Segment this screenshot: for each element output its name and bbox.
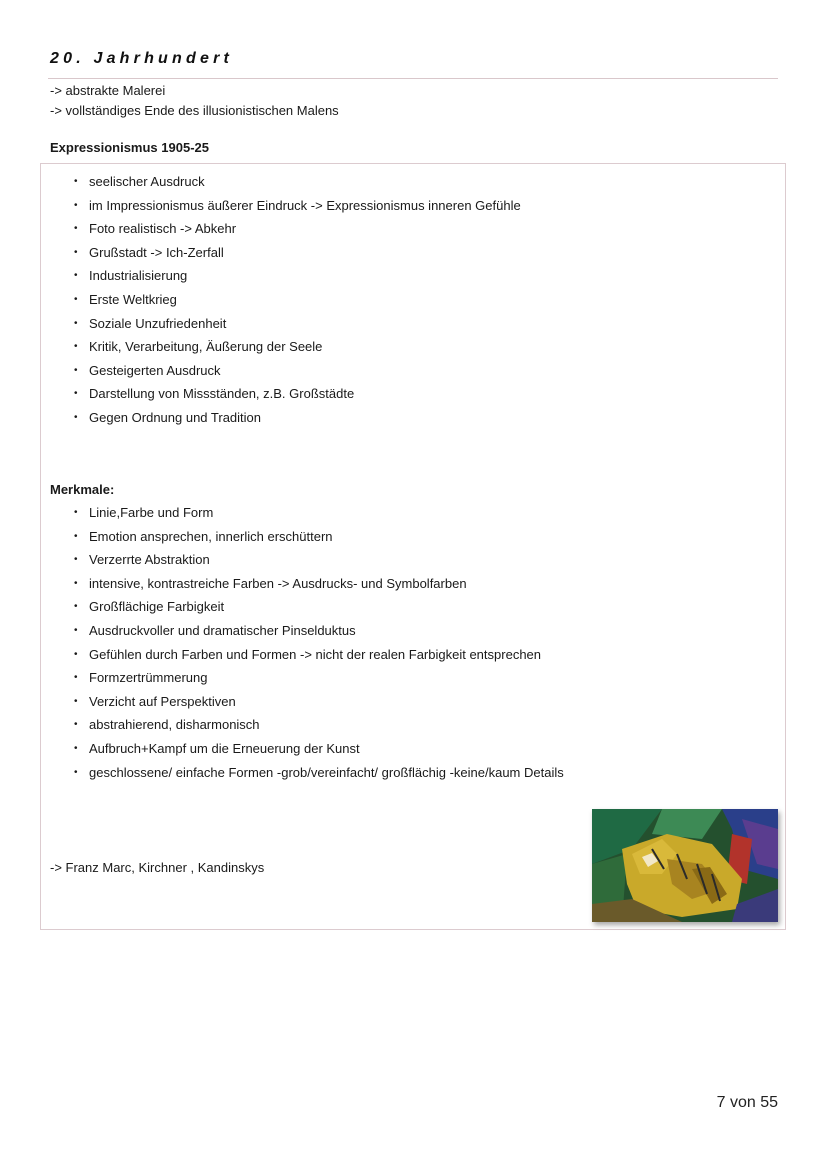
bullet-icon: • xyxy=(74,554,78,566)
bullet-icon: • xyxy=(74,624,78,636)
list-item-text: Gegen Ordnung und Tradition xyxy=(89,409,262,425)
page-title: 20. Jahrhundert xyxy=(50,50,234,67)
bullet-icon: • xyxy=(74,648,78,660)
merkmale-bullet-list xyxy=(74,501,564,784)
expressionismus-bullet-list xyxy=(74,170,521,430)
list-item xyxy=(74,666,564,690)
list-item-text: Erste Weltkrieg xyxy=(89,291,177,307)
bullet-icon: • xyxy=(74,672,78,684)
bullet-icon: • xyxy=(74,270,78,282)
list-item-text: im Impressionismus äußerer Eindruck -> Expressionismus inneren Gefühle xyxy=(89,197,521,213)
list-item xyxy=(74,525,564,549)
bullet-icon: • xyxy=(74,388,78,400)
list-item-text: Verzerrte Abstraktion xyxy=(89,552,210,568)
bullet-icon: • xyxy=(74,199,78,211)
bullet-icon: • xyxy=(74,742,78,754)
list-item-text: Gesteigerten Ausdruck xyxy=(89,362,221,378)
list-item xyxy=(74,217,521,241)
bullet-icon: • xyxy=(74,176,78,187)
list-item-text: seelischer Ausdruck xyxy=(89,174,205,189)
list-item xyxy=(74,264,521,288)
title-divider xyxy=(48,78,778,79)
list-item-text: Aufbruch+Kampf um die Erneuerung der Kunst xyxy=(89,740,360,756)
list-item-text: Linie,Farbe und Form xyxy=(89,505,214,520)
tiger-painting-svg xyxy=(592,809,778,922)
list-item-text: Industrialisierung xyxy=(89,268,188,284)
bullet-icon: • xyxy=(74,719,78,731)
bullet-icon: • xyxy=(74,341,78,353)
list-item xyxy=(74,713,564,737)
list-item xyxy=(74,643,564,667)
merkmale-heading: Merkmale: xyxy=(50,482,115,497)
bullet-icon: • xyxy=(74,317,78,329)
artists-line: -> Franz Marc, Kirchner , Kandinskys xyxy=(50,860,265,875)
bullet-icon: • xyxy=(74,293,78,305)
list-item xyxy=(74,359,521,383)
content-box xyxy=(40,163,786,930)
list-item-text: Soziale Unzufriedenheit xyxy=(89,315,227,331)
list-item xyxy=(74,194,521,218)
section-heading: Expressionismus 1905-25 xyxy=(50,140,209,155)
list-item xyxy=(74,382,521,406)
bullet-icon: • xyxy=(74,577,78,589)
list-item-text: Großflächige Farbigkeit xyxy=(89,599,225,615)
painting-image xyxy=(592,809,778,922)
list-item-text: Kritik, Verarbeitung, Äußerung der Seele xyxy=(89,339,323,355)
list-item xyxy=(74,619,564,643)
intro-lines xyxy=(50,81,339,121)
intro-line: -> vollständiges Ende des illusionistischen Malens xyxy=(50,103,339,118)
page-number: 7 von 55 xyxy=(716,1094,778,1111)
list-item xyxy=(74,501,564,525)
bullet-icon: • xyxy=(74,601,78,613)
list-item xyxy=(74,170,521,194)
bullet-icon: • xyxy=(74,223,78,235)
list-item xyxy=(74,312,521,336)
bullet-icon: • xyxy=(74,766,78,778)
list-item-text: intensive, kontrastreiche Farben -> Ausdrucks- und Symbolfarben xyxy=(89,575,467,591)
list-item-text: Verzicht auf Perspektiven xyxy=(89,693,236,709)
list-item xyxy=(74,761,564,785)
list-item xyxy=(74,548,564,572)
list-item-text: Ausdruckvoller und dramatischer Pinselduktus xyxy=(89,622,356,638)
list-item xyxy=(74,737,564,761)
bullet-icon: • xyxy=(74,246,78,258)
bullet-icon: • xyxy=(74,411,78,423)
bullet-icon: • xyxy=(74,530,78,542)
list-item-text: Darstellung von Missständen, z.B. Großstädte xyxy=(89,386,355,402)
list-item-text: geschlossene/ einfache Formen -grob/vereinfacht/ großflächig -keine/kaum Details xyxy=(89,764,564,780)
list-item-text: Emotion ansprechen, innerlich erschüttern xyxy=(89,528,333,544)
list-item-text: Foto realistisch -> Abkehr xyxy=(89,221,237,237)
intro-line: -> abstrakte Malerei xyxy=(50,83,166,98)
list-item-text: Grußstadt -> Ich-Zerfall xyxy=(89,244,224,260)
list-item xyxy=(74,335,521,359)
list-item xyxy=(74,288,521,312)
list-item xyxy=(74,241,521,265)
list-item xyxy=(74,595,564,619)
list-item-text: Formzertrümmerung xyxy=(89,670,208,686)
list-item-text: Gefühlen durch Farben und Formen -> nicht der realen Farbigkeit entsprechen xyxy=(89,646,542,662)
bullet-icon: • xyxy=(74,695,78,707)
list-item-text: abstrahierend, disharmonisch xyxy=(89,717,260,733)
list-item xyxy=(74,406,521,430)
bullet-icon: • xyxy=(74,507,78,518)
list-item xyxy=(74,690,564,714)
list-item xyxy=(74,572,564,596)
bullet-icon: • xyxy=(74,364,78,376)
